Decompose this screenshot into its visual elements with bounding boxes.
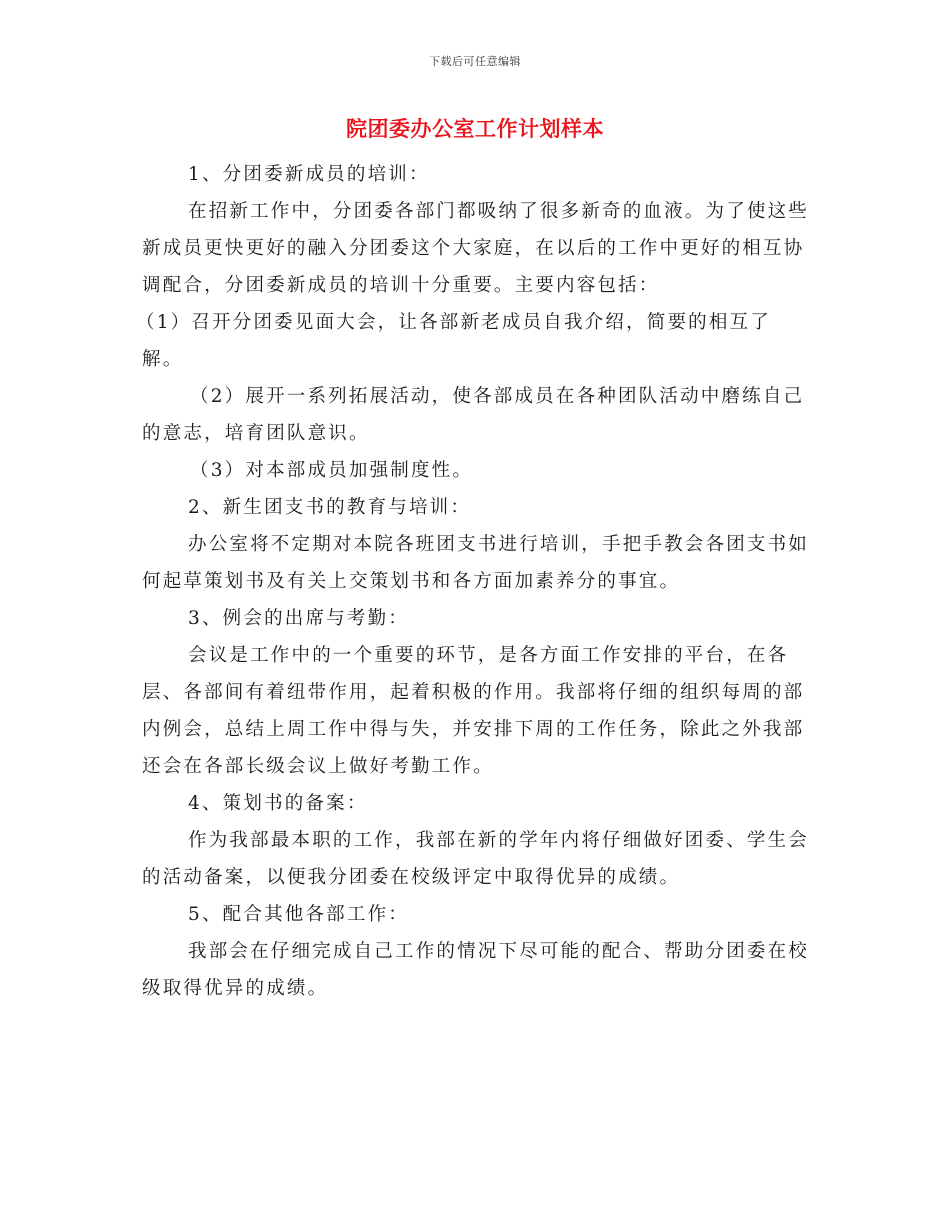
document-body bbox=[136, 156, 810, 1007]
section-heading-3: 3、例会的出席与考勤： bbox=[188, 608, 409, 629]
paragraph: 我部会在仔细完成自己工作的情况下尽可能的配合、帮助分团委在校级取得优异的成绩。 bbox=[142, 941, 810, 999]
list-item-2: （2）展开一系列拓展活动，使各部成员在各种团队活动中磨练自己的意志，培育团队意识。 bbox=[142, 386, 805, 444]
paragraph: 作为我部最本职的工作，我部在新的学年内将仔细做好团委、学生会的活动备案，以便我分团委在校级评定中取得优异的成绩。 bbox=[142, 830, 810, 888]
document-title: 院团委办公室工作计划样本 bbox=[346, 116, 604, 141]
list-item-1: （1）召开分团委见面大会，让各部新老成员自我介绍，简要的相互了解。 bbox=[136, 312, 771, 370]
paragraph: 在招新工作中，分团委各部门都吸纳了很多新奇的血液。为了使这些新成员更快更好的融入分团委这个大家庭，在以后的工作中更好的相互协调配合，分团委新成员的培训十分重要。主要内容包括： bbox=[142, 201, 810, 296]
section-heading-1: 1、分团委新成员的培训： bbox=[188, 164, 430, 185]
section-heading-5: 5、配合其他各部工作： bbox=[188, 904, 409, 925]
header-note: 下载后可任意编辑 bbox=[429, 55, 521, 68]
list-item-3: （3）对本部成员加强制度性。 bbox=[190, 460, 474, 481]
section-heading-4: 4、策划书的备案： bbox=[188, 793, 368, 814]
paragraph: 会议是工作中的一个重要的环节，是各方面工作安排的平台，在各层、各部间有着纽带作用，起着积极的作用。我部将仔细的组织每周的部内例会，总结上周工作中得与失，并安排下周的工作任务，除此之外我部还会在各部长级会议上做好考勤工作。 bbox=[142, 645, 805, 777]
section-heading-2: 2、新生团支书的教育与培训： bbox=[188, 497, 472, 518]
paragraph: 办公室将不定期对本院各班团支书进行培训，手把手教会各团支书如何起草策划书及有关上交策划书和各方面加素养分的事宜。 bbox=[142, 534, 810, 592]
